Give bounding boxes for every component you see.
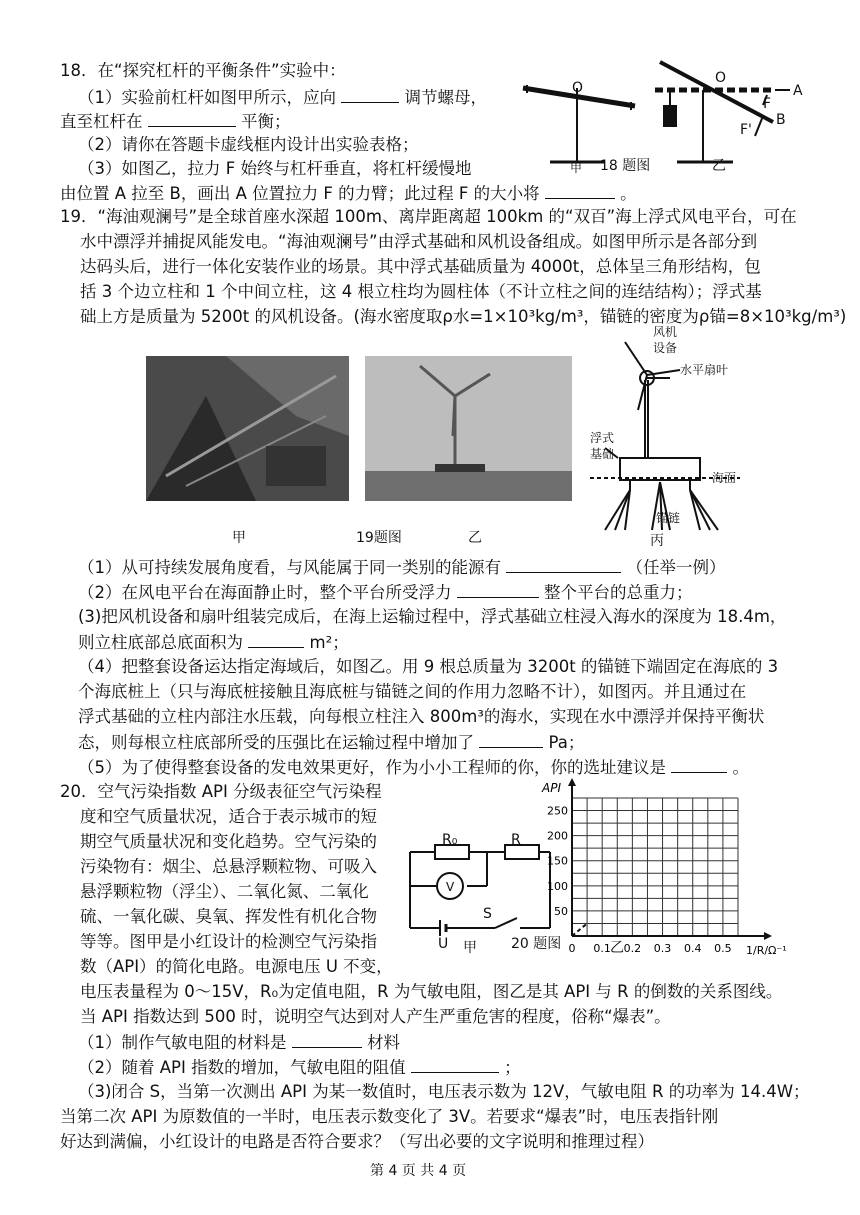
q20-part2-end: ； — [504, 1058, 521, 1077]
label-B: B — [776, 112, 786, 128]
x-tick-label: 0.5 — [714, 942, 732, 955]
switch-S — [495, 918, 517, 928]
fig20-caption: 20 题图 — [511, 936, 562, 952]
y-tick-label: 250 — [547, 804, 568, 818]
photo-yi-platform — [365, 356, 572, 501]
label-yepian: 水平扇叶 — [680, 363, 729, 377]
q19-stem-4: 括 3 个边立柱和 1 个中间立柱，这 4 根立柱均为圆柱体（不计立柱之间的连结结构）；浮式基 — [80, 282, 762, 301]
answer-blank[interactable] — [292, 1031, 362, 1048]
q19-part2 — [78, 581, 693, 604]
q20-stem-10: 当 API 指数达到 500 时，说明空气达到对人产生严重危害的程度，俗称“爆表”。 — [80, 1007, 671, 1026]
q19-part3-unit: m²； — [309, 633, 349, 652]
q18-part1-text: （1）实验前杠杆如图甲所示，应向 — [78, 88, 336, 107]
q18-part2: （2）请你在答题卡虚线框内设计出实验表格； — [78, 135, 419, 154]
q18-part1-text3: 直至杠杆在 — [60, 112, 143, 131]
label-F: F — [763, 96, 772, 112]
q20-stem-3: 期空气质量状况和变化趋势。空气污染的 — [80, 832, 377, 851]
q19-stem-2: 水中漂浮并捕捉风能发电。“海油观澜号”由浮式基础和风机设备组成。如图甲所示是各部分到 — [80, 232, 758, 251]
q20-part2 — [78, 1056, 521, 1079]
answer-blank[interactable] — [671, 756, 727, 773]
label-A: A — [793, 83, 803, 99]
fig20-jia-label: 甲 — [463, 940, 477, 956]
lever-figure — [505, 50, 805, 180]
q18-part3-text: 由位置 A 拉至 B，画出 A 位置拉力 F 的力臂；此过程 F 的大小将 — [60, 184, 540, 203]
x-tick-label: 0.3 — [653, 942, 672, 955]
q20-stem-2: 度和空气质量状况，适合于表示城市的短 — [80, 807, 377, 826]
q20-part1-text2: 材料 — [367, 1033, 400, 1052]
answer-blank[interactable] — [457, 581, 539, 598]
q19-part1-text2: （任举一例） — [626, 558, 726, 577]
q18-part3: （3）如图乙，拉力 F 始终与杠杆垂直，将杠杆缓慢地 — [78, 159, 472, 178]
x-tick-label: 0.4 — [683, 942, 702, 955]
fig19-jia-label: 甲 — [232, 530, 246, 546]
q19-part5-text: （5）为了使得整套设备的发电效果更好，作为小小工程师的你，你的选址建议是 — [78, 758, 666, 777]
label-O-yi: O — [715, 70, 727, 86]
label-maolian: 锚链 — [656, 511, 681, 525]
q19-part4-2: 个海底桩上（只与海底桩接触且海底桩与锚链之间的作用力忽略不计），如图丙。并且通过在 — [78, 682, 747, 701]
q20-part3-1: （3)闭合 S，当第一次测出 API 为某一数值时，电压表示数为 12V，气敏电阻 R 的功率为 14.4W； — [78, 1082, 810, 1101]
q19-part2-text2: 整个平台的总重力； — [544, 583, 693, 602]
answer-blank[interactable] — [506, 556, 621, 573]
q20-stem-6: 硫、一氧化碳、臭氧、挥发性有机化合物 — [80, 907, 377, 926]
label-O-jia: O — [572, 80, 584, 96]
answer-blank[interactable] — [545, 182, 615, 199]
q20-part3-3: 好达到满偏，小红设计的电路是否符合要求？（写出必要的文字说明和推理过程） — [60, 1132, 654, 1151]
fig18-caption: 18 题图 — [600, 158, 651, 174]
answer-blank[interactable] — [479, 731, 543, 748]
q20-stem-8: 数（API）的简化电路。电源电压 U 不变， — [80, 957, 393, 976]
fig20-yi-label: 乙 — [610, 940, 624, 956]
q19-stem-3: 达码头后，进行一体化安装作业的场景。其中浮式基础质量为 4000t，总体呈三角形结构，包 — [80, 257, 761, 276]
series-line — [572, 923, 587, 936]
q19-part4-text: 态，则每根立柱底部所受的压强比在运输过程中增加了 — [78, 733, 474, 752]
x-axis-label: 1/R/Ω⁻¹ — [746, 944, 787, 957]
photo-jia-installation — [146, 356, 349, 501]
fig18-jia-label: 甲 — [570, 161, 583, 175]
y-axis-arrow — [568, 778, 576, 786]
fig19-yi-label: 乙 — [468, 530, 482, 546]
q20-stem-4: 污染物有：烟尘、总悬浮颗粒物、可吸入 — [80, 857, 377, 876]
q19-part4-3: 浮式基础的立柱内部注水压载，向每根立柱注入 800m³的海水，实现在水中漂浮并保持平衡状 — [78, 707, 765, 726]
answer-blank[interactable] — [248, 631, 304, 648]
fig19-caption: 19题图 — [356, 530, 402, 546]
circuit-label-V: V — [446, 880, 455, 894]
q19-part4-unit: Pa； — [548, 733, 585, 752]
q19-part4-1: （4）把整套设备运达指定海域后，如图乙。用 9 根总质量为 3200t 的锚链下端固定在海底的 3 — [78, 657, 779, 676]
q18-title: 18．在“探究杠杆的平衡条件”实验中： — [60, 61, 346, 80]
x-tick-label: 0.2 — [623, 942, 642, 955]
q19-part5 — [78, 756, 749, 779]
label-haimian: 海面 — [712, 471, 737, 485]
q19-part3: (3)把风机设备和扇叶组装完成后，在海上运输过程中，浮式基础立柱浸入海水的深度为 18.4m， — [78, 607, 787, 626]
q19-part2-text: （2）在风电平台在海面静止时，整个平台所受浮力 — [78, 583, 452, 602]
circuit-diagram — [405, 830, 555, 950]
q18-part3-cont — [60, 182, 637, 205]
circuit-label-U: U — [438, 936, 449, 952]
q20-part1 — [78, 1031, 400, 1054]
x-tick-label: 0.1 — [593, 942, 611, 955]
q20-part2-text: （2）随着 API 指数的增加，气敏电阻的阻值 — [78, 1058, 406, 1077]
q19-part1 — [78, 556, 726, 579]
q20-stem-9: 电压表量程为 0～15V，R₀为定值电阻，R 为气敏电阻，图乙是其 API 与 R 的倒数的关系图线。 — [80, 982, 783, 1001]
q20-stem-7: 等等。图甲是小红设计的检测空气污染指 — [80, 932, 377, 951]
api-chart — [538, 781, 787, 958]
q18-part3-end: 。 — [620, 184, 637, 203]
lever-jia — [523, 85, 635, 162]
q18-part1-text2: 调节螺母， — [404, 88, 487, 107]
answer-blank[interactable] — [341, 86, 399, 103]
y-axis-label: API — [542, 781, 561, 795]
q19-part5-end: 。 — [732, 758, 749, 777]
q18-part1 — [78, 86, 487, 109]
y-tick-label: 200 — [547, 829, 568, 843]
q20-stem-5: 悬浮颗粒物（浮尘）、二氧化氮、二氧化 — [80, 882, 369, 901]
circuit-label-R: R — [511, 832, 521, 848]
fig18-yi-label: 乙 — [712, 158, 726, 174]
fig19-bing-label: 丙 — [650, 533, 664, 549]
q19-part3-text: 则立柱底部总底面积为 — [78, 633, 243, 652]
label-fushi: 浮式基础 — [590, 431, 615, 461]
answer-blank[interactable] — [411, 1056, 499, 1073]
y-tick-label: 100 — [547, 879, 568, 893]
q19-part3-cont — [78, 631, 349, 654]
q18-part1-cont — [60, 110, 291, 133]
q19-stem-1: 19．“海油观澜号”是全球首座水深超 100m、离岸距离超 100km 的“双百”海上浮式风电平台，可在 — [60, 207, 797, 226]
circuit-label-R0: R₀ — [442, 832, 458, 848]
q20-part3-2: 当第二次 API 为原数值的一半时，电压表示数变化了 3V。若要求“爆表”时，电压表指针刚 — [60, 1107, 719, 1126]
answer-blank[interactable] — [148, 110, 236, 127]
q20-stem-1: 20．空气污染指数 API 分级表征空气污染程 — [60, 782, 382, 801]
q18-part1-text4: 平衡； — [241, 112, 291, 131]
page-footer: 第 4 页 共 4 页 — [370, 1163, 467, 1179]
label-F-prime: F' — [740, 122, 752, 138]
q19-part1-text: （1）从可持续发展角度看，与风能属于同一类别的能源有 — [78, 558, 501, 577]
label-fengji: 风机设备 — [653, 325, 678, 355]
q19-stem-5: 础上方是质量为 5200t 的风机设备。(海水密度取ρ水=1×10³kg/m³，锚链的密度为ρ锚=8×10³kg/m³) — [80, 307, 847, 326]
q20-part1-text: （1）制作气敏电阻的材料是 — [78, 1033, 287, 1052]
x-axis-arrow — [764, 932, 772, 940]
y-tick-label: 50 — [554, 904, 568, 918]
x-tick-label: 0 — [568, 942, 576, 955]
circuit-label-S: S — [483, 906, 492, 922]
q19-part4-4 — [78, 731, 584, 754]
y-tick-label: 150 — [547, 854, 568, 868]
